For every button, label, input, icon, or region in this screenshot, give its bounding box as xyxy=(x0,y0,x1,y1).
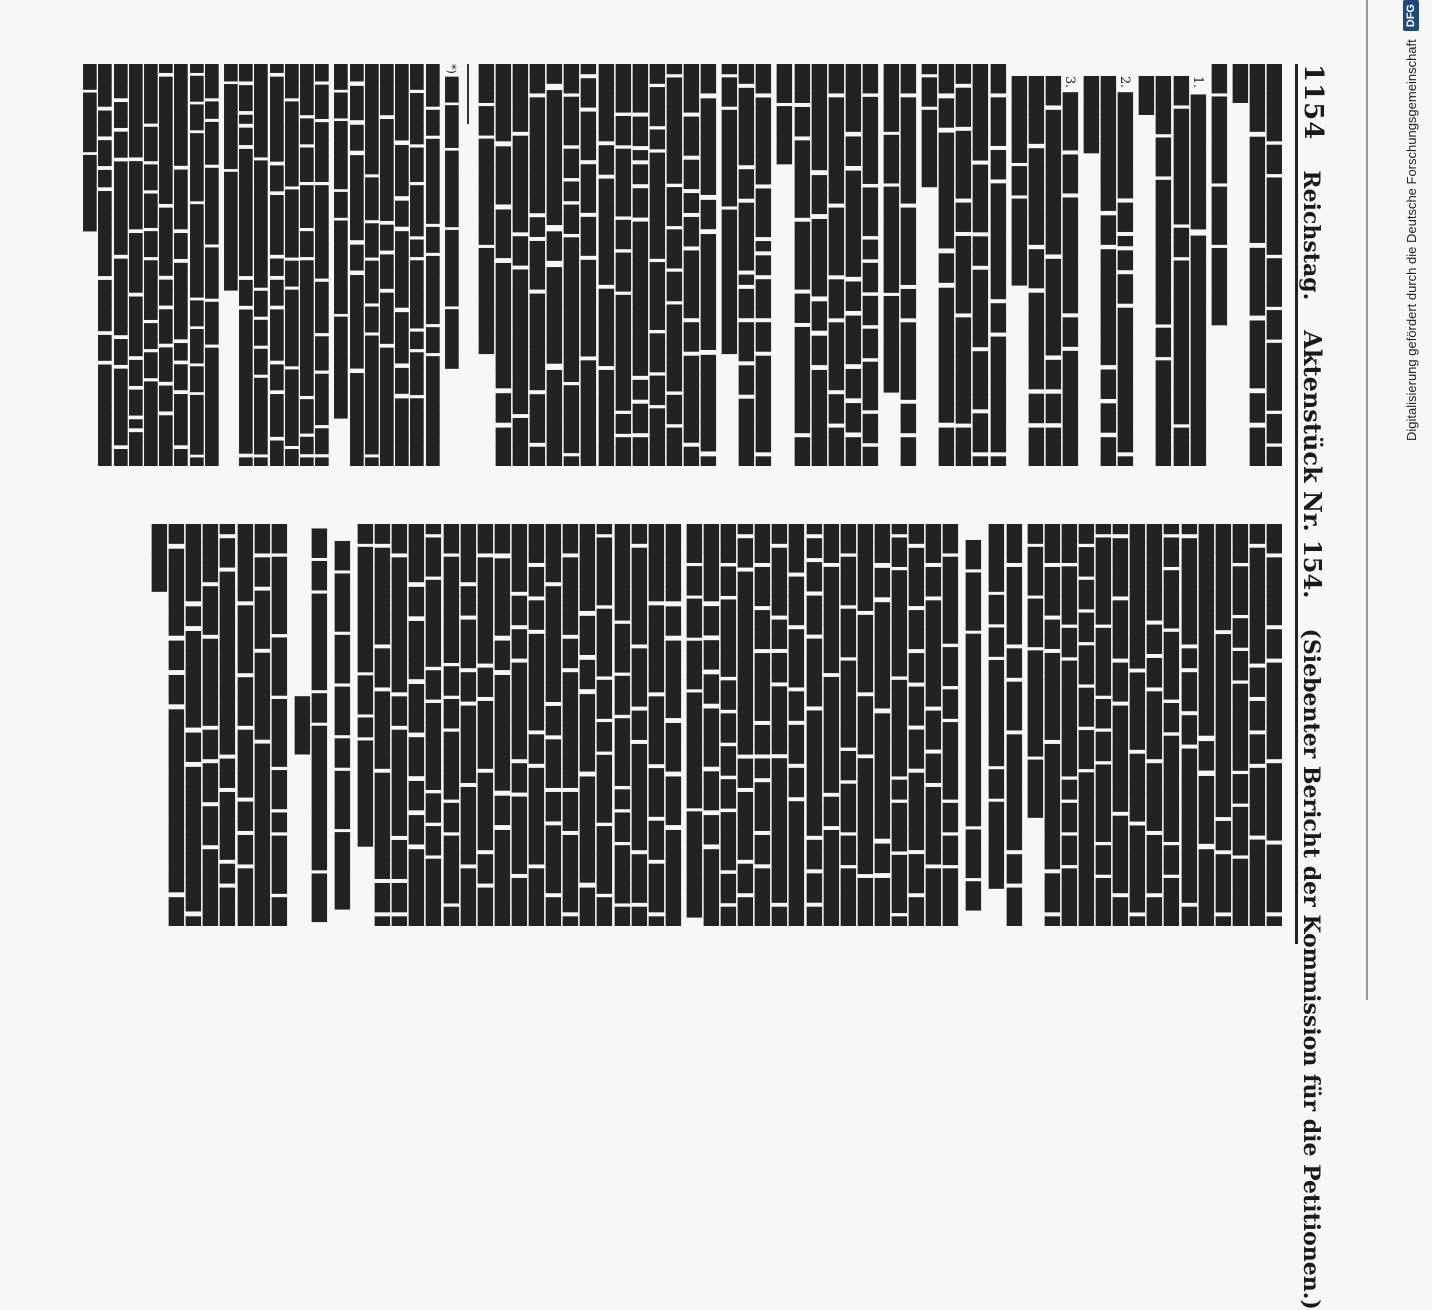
footnote-paragraph: ████ ██ █████ █████████ ██████ █████ ███████████████ ███ ███ ████████ ███████████ ███ ████ ███ ███████ █████████████ ███████ ███ █████████ ██ ███ ██████ ███ ███████████████ ████████ ███ ████ ████ ███ ██████ ███████ ████ ███ ████ ███ ███████ ███ ███ ██████████ ███████████ ████████ ███████ ███████ ███ ███ █ ████ ████ ███ ███ ███████████ █████████ ███ █████████ ███████ ███ ███ ██ ██████████ ██████ ███ ███████████████ ███████ █████████ xyxy=(83,64,219,466)
footnote-heading: *) ███ █████ █████████ █████████ ███████ xyxy=(444,64,459,369)
section-heading: ███ ███ ██████████ ███ ███████████████ ███████████ xyxy=(293,528,326,922)
page-header xyxy=(1295,64,1342,1310)
paragraph: ███ ██████████ ███ ████████████ ██████████ ██████ ████ ███ ██ ███ ███████ ███ █████████ ███ ███████████ ████ ████ ███ █████████ ███ ██████ ████ ██ ███████████ ███████ ████ ███ ███████████ ███ █ ██ ███ ████████████████ ██ ███ ████████ ███ ███████ ███ ████ ████████████ ██ ███ ████████ ███ ███████████ ████████ ███████████ ███ █████ █████ ████ ██████████ ██████████████ █████ ███ ██ ███ ███████████████ ███████ ███ ██████████████ ███ ██████████ ██████████ ███ ████████████ ██ █████ ██████████ █████ █████████ ██████████ ███ ███████████████ █████ ████████ ██████ █████ █████████████ ███ ████████ ███ ███████████ ███████████ xyxy=(477,64,716,466)
paragraph: ███ █████████ █████ █ ██ ████ ███ ██████████ ███ ████████ ███ ███████ █ ███ ████ ███ ████████ ███ ██████████ ███████████████ xyxy=(721,64,771,466)
footnote-rule xyxy=(467,64,469,124)
paragraph: ███ ████████ ██████ ███████ ████ ██ ██████ ██████ ███ ██████ █████████ ███████████████████████████ ███████ █████ ███████ ███ ███ ███████ ███ ███████████████████ ███ ███████ ██ ██████████ █████ █████████ ███ ████ ████ ████████ ████████ ██ ██████████ ███ ███████████████ ███ █████████ ███ ███ ███████████████████ ███ ███████ xyxy=(151,524,286,926)
section-heading: ███ ██████ ████████████████████ █████ ███ xyxy=(965,539,981,911)
list-item: 1. ██████████████ ███████████████████████████ ████████████ ███ █████████████████ ██████████ ████ ███████████████ ███ ███████████████ xyxy=(1138,76,1205,466)
paragraph: ███ ███████ ███ ██████████ ████████ ███████ ███ ████████████ ███ ███ ███ ███████ █████████████ █████ ███ ███ █████████ ███ █████ ███████ ███████████ ███████████████████ ███ ██████ ███████████████████████ ███ ███████ █████████ ███████████ ██ ████ ███ ████████████████ ███ ███ ██████ ███████ ███ ███████████ ███ ███████████████ ███ ███ ███████ ███████ ██████ ███ ███████████████ ████████ ███████ █████████ ██ ██████ ██████ ████ ███████████ ████████ ████ █████████ ███████ ███ ███ ████████ ███ ███████ ███ ███ ███ ████ ████ ████ ████████████████████ ██████ ███ ████████████ ██ ███ ███ ██████████ █████ ███ █████████ █████████████ ████ ███ █████ █████ ███████████ ██████ xyxy=(1026,524,1281,926)
paragraph: ████████ ███ ████████ █████ █████ ██████████████████ █████████ ███████ █████ ████ █████ ███ ██████████ ██████ ███ ███████████ █████ ████████████ █████ ████ ███████ ██ ███ ██████ ███ ███████ ███████ ████ ███ ███████ ███████ ███ █████████ ████ ███ ████████ ███████████ ████ ███ ████████ ███ ████████████ ████ ████████ ███████ ████████████ ███ █████ ███ ███████ ███████ ███ ███ ██████████ ███ ██████████ █████████████ ███ ███ ██████████ ███ ████████ █████ ███ ████████ ███ ████████████ ███ █████████████ ███████████ ███ ███████ ████████ ███ ████ ██████ ███ █████ ███ ████████ ████████ ██████ ███ ███████████ ███ ███ ███████ ███ ███████ ███ ████ █████████ ███ █████████ ███ ███ █████████████ ███ ██████ █████ ████ ███ ███ ████████ ███ ██████████████ ███ ███████████ ████ ███ ███ ██████████ ████ ████████ ███████████ ███ ███ █████████████ ████ ██ ███████████ xyxy=(357,524,680,926)
left-text-column xyxy=(52,64,1282,466)
paragraph: ████████ ███ ████████ █████ ███ ███████ ███ █████████ ███████████ ███████ ███████ ███ ████████ xyxy=(1231,64,1281,466)
footnote-paragraph: █████ ███ ██████████ ███ ████████ ███ █████████████ ███ ██████ ████ ██████ ██ ████████ ██ █████ █████████████████ ██████ ███ █████████ ██████ ███ ████████ ██████ ████████████ ███ ████ ██████ ███████████████████████████ █████ ████ █████ ███ ██████████████ ███ ████ ███ ██████████ ███ ███████████ ███████████ ███ ███ ████████ ███ ███████████ ████████████ xyxy=(334,64,440,466)
page-number: 1154 xyxy=(1298,64,1328,141)
paragraph: ███ ███████████ ████████ ███ ████████ ███ ██████████ █████ ███████████ ██████████ xyxy=(883,64,916,466)
margin-divider xyxy=(1366,0,1368,1000)
paragraph: ███ █████████ ████ ███ ████████ ███ ███ ██████████ ███ ███████████ ████ ███ ████████ ████████ ██████ ████ ███ ████ ████ ████████ ████ ████ ███ ███████████ ██████████ ██ █████ ██████ █████ ███ ███████████ █████████████ ███ ██████████████ ████████ ██████ ████████████ ████████ █████ █████ █████████ ███ █████ ███ ██████████ ███████████ ████████████ ███ ███████████ ██ ███ ████ ███████ █████████████ ███ ███ ███████ █████ ██████ ███ ████ ███ ███████████████ ███████ ███ ███ ███████ ███████████████ ██████ ████ ████ ███████ ███ ██ █████ ███ ███████ ███ ███████████████████ ███ ███████ ███ ███████ ███ ████████ ███ ███ ███ ███ ██████ ███ ██████████ ███ ███ ███ ██████ ████ ███ ████████ ████ ███ ████ █████ ████████████ ███████████ xyxy=(685,524,958,926)
list-item: 2. ███████████ ███ █ ██ ███ ███████████████ ███████████████ ███ ████████████ ███ ███ ███████████ xyxy=(1083,76,1133,466)
digitization-footer xyxy=(1390,0,1432,1000)
paragraph: ███ █████████ █████ ██ ███ ███ ███ █████ ███ █████████ ███ ███████████ ███ █████ ███ ███ ███ ███ ███████████ ███████ ████ ███████ ███ ███████████████ ████ ████████ ███ ███ ██████████████ ███ ████████ ███████ ███ ███████████ ███████ ██████ xyxy=(776,64,877,466)
header-left: Reichstag. xyxy=(1298,170,1324,301)
paragraph: ███ █████ ███ ████████████ ███ ████████████ ███████████ ███████ ███ ████████ ██████ ████ ███ ████ ███████ ███ ████████ ███████████ ███████ ███ ████████████ ███ ██████████████ █████ ███ ████████ xyxy=(921,64,1005,466)
section-heading: ███ ██████ █████ █████ ███ ██████ ████████ xyxy=(334,541,350,909)
right-text-column xyxy=(52,524,1282,926)
footnote-paragraph: ██ ████ ███████ ███████████ ██████ ████ ██████ ███ ███████ ███ ████ █████ ███ ████████████████ ████ ██ █████ ██████████ ████████ ███ █████████ █████████ ███ ██████████ ███ ███████ ██ ███ ██████ ███ █████ ███ ███████████ ███████████████ ███ ███ ███ █████████ ███ ███ █ ██ ███████████████ ███ █████████████████ ███ ██████████ ██████████████ xyxy=(223,64,330,466)
dfg-logo: DFG xyxy=(1403,0,1419,31)
digitization-credit: Digitalisierung gefördert durch die Deutsche Forschungsgemeinschaft xyxy=(1403,39,1419,442)
header-title: Aktenstück Nr. 154. xyxy=(1298,330,1327,599)
paragraph: ███ █████████ ██████ ████████ xyxy=(1210,64,1226,325)
header-right: (Siebenter Bericht der Kommission für die Petitionen.) xyxy=(1298,628,1324,1310)
paragraph: ████ ████████ ███ █████ ████████████ ███ ███████████ ███ ███ ███████████ ███ █████████ xyxy=(988,524,1021,926)
list-item: 3. ██████ ████ ████████████ ███ ████████████ ███ ███████████████ ██████████ ███ ███ ███████████ ██████████ ████ ██████████ ███ █████████████ ███ █████████ xyxy=(1010,76,1077,466)
